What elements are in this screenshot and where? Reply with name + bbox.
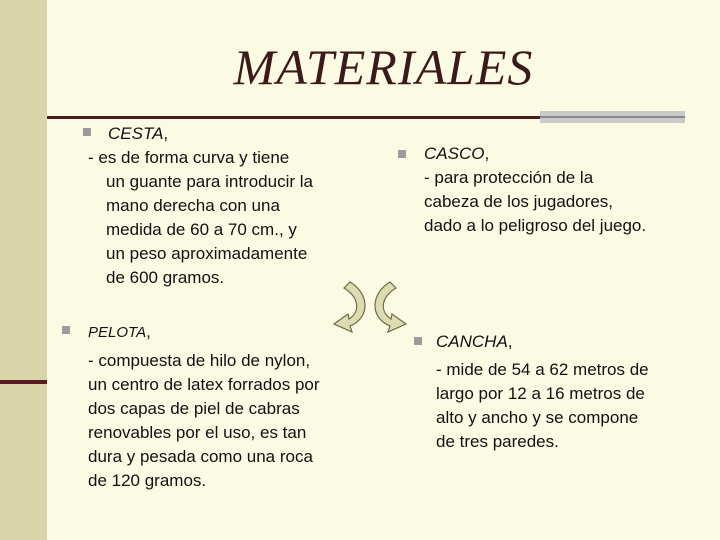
item-line: - para protección de la xyxy=(424,168,594,187)
item-cesta xyxy=(88,122,368,290)
item-line: cabeza de los jugadores, xyxy=(424,192,614,211)
item-line: - compuesta de hilo de nylon, xyxy=(88,351,311,370)
title-rule xyxy=(47,116,540,119)
item-line: largo por 12 a 16 metros de xyxy=(436,384,645,403)
item-line: un centro de latex forrados por xyxy=(88,375,320,394)
left-decor-strip xyxy=(0,0,47,540)
item-casco xyxy=(424,142,714,238)
item-line: de tres paredes. xyxy=(436,432,559,451)
item-line: - mide de 54 a 62 metros de xyxy=(436,360,649,379)
curved-arrows-graphic xyxy=(330,280,410,336)
bullet-square-icon xyxy=(414,337,422,345)
bullet-square-icon xyxy=(62,326,70,334)
item-punct: , xyxy=(146,322,151,341)
item-line: de 600 gramos. xyxy=(106,268,225,287)
item-line: mano derecha con una xyxy=(106,196,280,215)
curved-arrow-right-icon xyxy=(375,282,406,332)
item-punct: , xyxy=(484,144,490,163)
bullet-square-icon xyxy=(398,150,406,158)
left-decor-line xyxy=(0,380,47,384)
item-line: - es de forma curva y tiene xyxy=(88,148,290,167)
item-cancha xyxy=(436,330,716,454)
item-line: dos capas de piel de cabras xyxy=(88,399,300,418)
item-line: dura y pesada como una roca xyxy=(88,447,313,466)
item-line: de 120 gramos. xyxy=(88,471,207,490)
item-heading: CESTA xyxy=(108,124,164,143)
slide-title: MATERIALES xyxy=(233,39,534,95)
item-heading: CANCHA xyxy=(436,332,508,351)
item-line: un peso aproximadamente xyxy=(106,244,308,263)
item-line: alto y ancho y se compone xyxy=(436,408,639,427)
curved-arrow-left-icon xyxy=(334,282,365,332)
item-line: medida de 60 a 70 cm., y xyxy=(106,220,297,239)
item-line: renovables por el uso, es tan xyxy=(88,423,307,442)
item-line: un guante para introducir la xyxy=(106,172,313,191)
title-rule-accent-line xyxy=(540,116,685,118)
item-line: dado a lo peligroso del juego. xyxy=(424,216,647,235)
item-punct: , xyxy=(507,332,513,351)
item-punct: , xyxy=(163,124,169,143)
item-pelota xyxy=(88,320,378,493)
item-heading: CASCO xyxy=(424,144,485,163)
item-heading: PELOTA xyxy=(88,324,147,341)
